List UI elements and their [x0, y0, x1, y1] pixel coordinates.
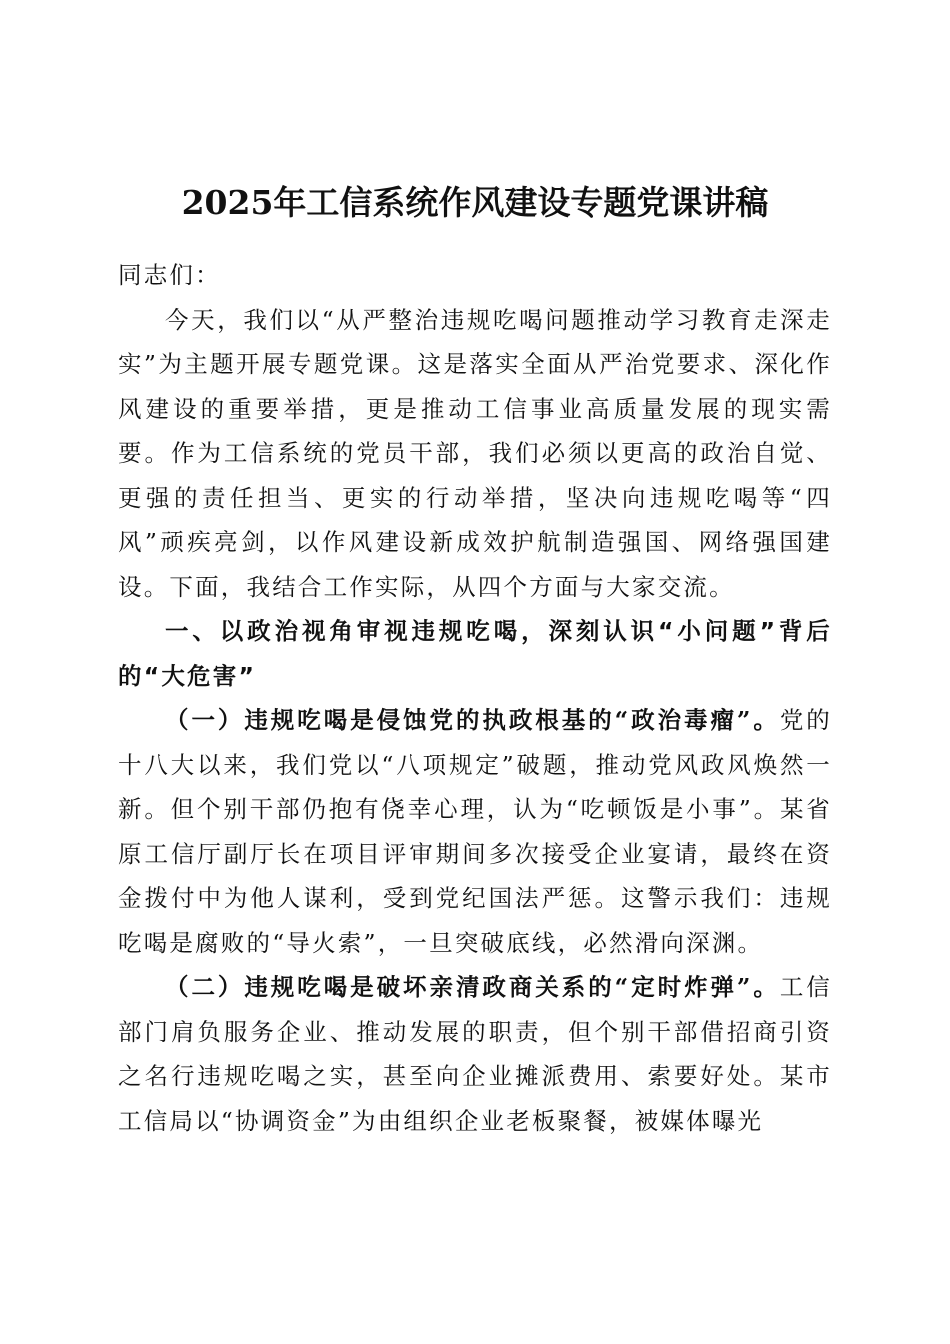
point-1-lead: （一）违规吃喝是侵蚀党的执政根基的“政治毒瘤”。	[165, 706, 780, 734]
point-2-text: 工信部门肩负服务企业、推动发展的职责，但个别干部借招商引资之名行违规吃喝之实，甚至向企业摊派费用、索要好处。某市工信局以“协调资金”为由组织企业老板聚餐，被媒体曝光	[118, 973, 832, 1135]
paragraph-point-2	[118, 965, 832, 1143]
document-title: 2025年工信系统作风建设专题党课讲稿	[181, 183, 769, 222]
paragraph-point-1	[118, 698, 832, 965]
section-heading-1: 一、以政治视角审视违规吃喝，深刻认识“小问题”背后的“大危害”	[118, 617, 832, 690]
intro-paragraph: 今天，我们以“从严整治违规吃喝问题推动学习教育走深走实”为主题开展专题党课。这是落实全面从严治党要求、深化作风建设的重要举措，更是推动工信事业高质量发展的现实需要。作为工信系统的党员干部，我们必须以更高的政治自觉、更强的责任担当、更实的行动举措，坚决向违规吃喝等“四风”顽疾亮剑，以作风建设新成效护航制造强国、网络强国建设。下面，我结合工作实际，从四个方面与大家交流。	[118, 305, 832, 601]
document-body	[118, 253, 832, 1143]
salutation: 同志们：	[118, 261, 221, 289]
point-1-text: 党的十八大以来，我们党以“八项规定”破题，推动党风政风焕然一新。但个别干部仍抱有侥幸心理，认为“吃顿饭是小事”。某省原工信厅副厅长在项目评审期间多次接受企业宴请，最终在资金拨付中为他人谋利，受到党纪国法严惩。这警示我们：违规吃喝是腐败的“导火索”，一旦突破底线，必然滑向深渊。	[118, 706, 832, 957]
point-2-lead: （二）违规吃喝是破坏亲清政商关系的“定时炸弹”。	[165, 973, 780, 1001]
